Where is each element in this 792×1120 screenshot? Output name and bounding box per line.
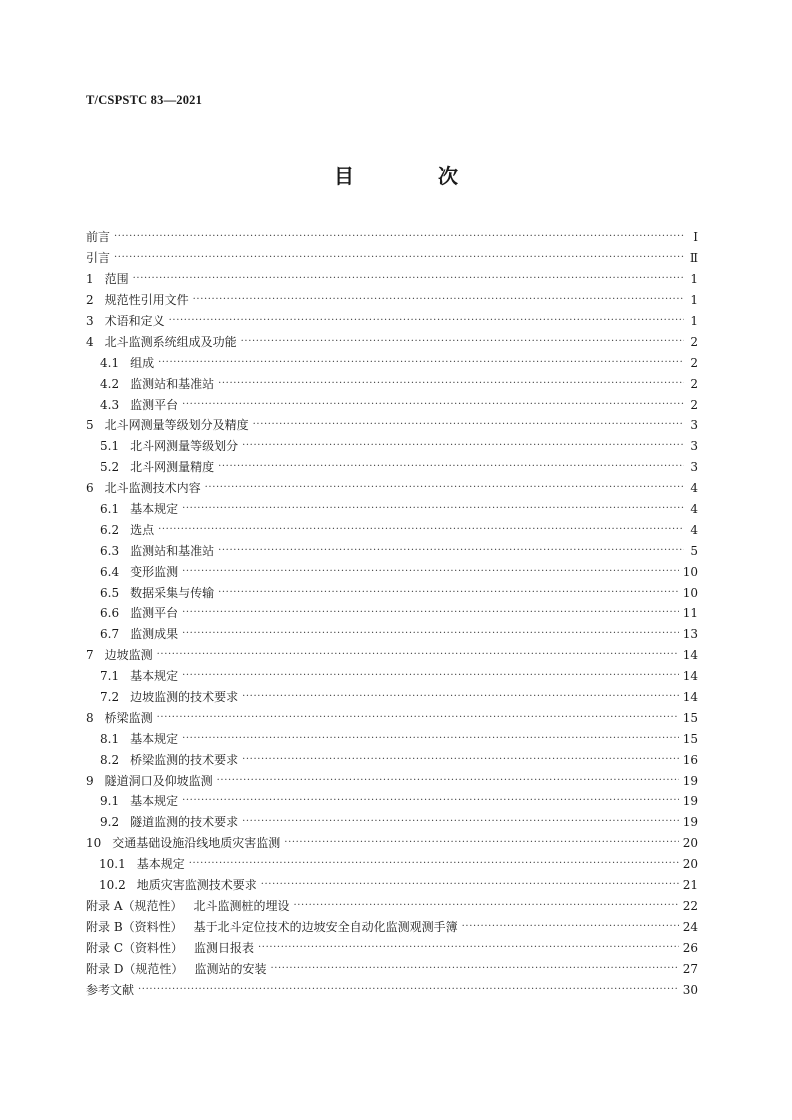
toc-entry-number: 附录 D（规范性） <box>86 961 184 976</box>
toc-entry-number: 6 <box>86 481 94 496</box>
toc-entry[interactable] <box>86 561 698 582</box>
toc-entry-label: 基本规定 <box>130 502 179 517</box>
toc-entry-number: 6.5 <box>100 585 120 600</box>
toc-entry-page: 1 <box>690 272 698 287</box>
dot-leader <box>182 794 679 808</box>
toc-entry-page: 4 <box>690 502 698 517</box>
toc-entry-number: 5.2 <box>100 460 120 475</box>
dot-leader <box>462 920 679 934</box>
dot-leader <box>205 481 684 495</box>
toc-entry-number: 7.2 <box>100 690 120 705</box>
toc-entry-label: 北斗监测桩的埋设 <box>193 898 290 913</box>
toc-entry-number: 7 <box>86 648 94 663</box>
toc-entry[interactable] <box>86 540 698 561</box>
toc-entry-label: 参考文献 <box>86 982 135 997</box>
toc-entry-number: 1 <box>86 272 94 287</box>
toc-entry-label: 监测站和基准站 <box>130 543 215 558</box>
toc-entry-number: 8 <box>86 710 94 725</box>
dot-leader <box>158 356 684 370</box>
toc-entry[interactable] <box>86 311 698 332</box>
toc-entry-page: 11 <box>682 606 698 621</box>
toc-entry[interactable] <box>86 812 698 833</box>
toc-entry-label: 监测平台 <box>130 606 179 621</box>
toc-entry-page: 30 <box>682 982 698 997</box>
toc-entry-page: 3 <box>690 460 698 475</box>
toc-entry-label: 北斗网测量精度 <box>130 460 215 475</box>
toc-entry-page: 14 <box>682 690 698 705</box>
toc-entry-label: 基于北斗定位技术的边坡安全自动化监测观测手簿 <box>193 919 458 934</box>
toc-entry-number: 附录 C（资料性） <box>86 940 183 955</box>
toc-entry-number: 6.6 <box>100 606 120 621</box>
toc-entry[interactable] <box>86 269 698 290</box>
toc-entry[interactable] <box>86 833 698 854</box>
toc-entry-number: 2 <box>86 293 94 308</box>
toc-entry[interactable] <box>86 645 698 666</box>
toc-entry-label: 数据采集与传输 <box>130 585 215 600</box>
toc-entry[interactable] <box>86 478 698 499</box>
toc-entry-page: 2 <box>690 334 698 349</box>
toc-entry-number: 9 <box>86 773 94 788</box>
toc-entry[interactable] <box>86 791 698 812</box>
toc-entry-page: 21 <box>682 878 698 893</box>
toc-entry-label: 范围 <box>104 272 129 287</box>
toc-entry-page: 14 <box>682 669 698 684</box>
toc-entry[interactable] <box>86 687 698 708</box>
dot-leader <box>253 418 684 432</box>
toc-entry-page: 3 <box>690 439 698 454</box>
toc-entry[interactable] <box>86 248 698 269</box>
toc-entry-page: 22 <box>682 898 698 913</box>
toc-entry-label: 隧道洞口及仰坡监测 <box>104 773 213 788</box>
toc-entry-label: 选点 <box>130 522 155 537</box>
toc-entry-label: 基本规定 <box>130 794 179 809</box>
toc-entry-page: 10 <box>682 564 698 579</box>
toc-entry-page: 20 <box>682 857 698 872</box>
toc-entry-page: 15 <box>682 731 698 746</box>
toc-entry-label: 桥梁监测的技术要求 <box>130 752 239 767</box>
toc-entry-number: 5.1 <box>100 439 120 454</box>
toc-entry-label: 基本规定 <box>130 669 179 684</box>
toc-entry-page: 10 <box>682 585 698 600</box>
dot-leader <box>133 272 684 286</box>
toc-entry[interactable] <box>86 666 698 687</box>
toc-entry-number: 6.7 <box>100 627 120 642</box>
toc-entry-number: 5 <box>86 418 94 433</box>
toc-entry[interactable] <box>86 770 698 791</box>
dot-leader <box>182 627 679 641</box>
toc-entry-page: 1 <box>690 293 698 308</box>
toc-entry-label: 监测平台 <box>130 397 179 412</box>
toc-entry-page: Ⅰ <box>693 230 698 245</box>
toc-entry-page: 14 <box>682 648 698 663</box>
dot-leader <box>138 983 679 997</box>
toc-entry[interactable] <box>86 624 698 645</box>
toc-entry-label: 监测站和基准站 <box>130 376 215 391</box>
toc-entry-number: 4.3 <box>100 397 120 412</box>
dot-leader <box>157 648 679 662</box>
toc-entry-page: 5 <box>690 543 698 558</box>
dot-leader <box>182 565 679 579</box>
toc-entry-page: 19 <box>682 794 698 809</box>
toc-entry-number: 10 <box>86 836 102 851</box>
toc-entry[interactable] <box>86 582 698 603</box>
standard-code: T/CSPSTC 83—2021 <box>86 93 203 107</box>
dot-leader <box>241 335 684 349</box>
toc-entry[interactable] <box>86 749 698 770</box>
dot-leader <box>218 586 679 600</box>
toc-entry[interactable] <box>86 373 698 394</box>
dot-leader <box>270 962 678 976</box>
toc-entry-page: 4 <box>690 522 698 537</box>
dot-leader <box>182 732 679 746</box>
toc-entry[interactable] <box>86 875 698 896</box>
dot-leader <box>182 606 679 620</box>
toc-entry-number: 8.2 <box>100 752 120 767</box>
dot-leader <box>242 439 684 453</box>
toc-entry-label: 北斗网测量等级划分 <box>130 439 239 454</box>
dot-leader <box>258 941 679 955</box>
dot-leader <box>114 230 684 244</box>
toc-entry-number: 附录 B（资料性） <box>86 919 183 934</box>
toc-entry[interactable] <box>86 499 698 520</box>
toc-entry-page: 2 <box>690 397 698 412</box>
toc-entry-number: 10.2 <box>99 878 126 893</box>
toc-entry-label: 规范性引用文件 <box>104 293 189 308</box>
toc-entry-number: 4.2 <box>100 376 120 391</box>
toc-entry-number: 6.4 <box>100 564 120 579</box>
toc-entry-label: 北斗监测技术内容 <box>104 481 201 496</box>
dot-leader <box>114 251 684 265</box>
toc-entry-number: 9.2 <box>100 815 120 830</box>
toc-entry-number: 3 <box>86 314 94 328</box>
toc-entry[interactable] <box>86 352 698 373</box>
toc-entry[interactable] <box>86 415 698 436</box>
toc-entry-label: 引言 <box>86 251 111 266</box>
toc-entry-number: 6.3 <box>100 543 120 558</box>
toc-entry-label: 变形监测 <box>130 564 179 579</box>
toc-entry-label: 地质灾害监测技术要求 <box>136 878 257 893</box>
toc-entry[interactable] <box>86 916 698 937</box>
toc-entry[interactable] <box>86 519 698 540</box>
toc-entry-page: 19 <box>682 773 698 788</box>
toc-entry-number: 7.1 <box>100 669 120 684</box>
dot-leader <box>182 502 684 516</box>
toc-entry[interactable] <box>86 331 698 352</box>
toc-entry-label: 桥梁监测 <box>104 710 153 725</box>
dot-leader <box>182 669 679 683</box>
dot-leader <box>242 690 679 704</box>
toc-entry-number: 6.2 <box>100 522 120 537</box>
toc-entry[interactable] <box>86 394 698 415</box>
toc-entry-page: 2 <box>690 376 698 391</box>
toc-entry[interactable] <box>86 958 698 979</box>
toc-entry-page: 20 <box>682 836 698 851</box>
dot-leader <box>158 523 684 537</box>
toc-entry-label: 边坡监测的技术要求 <box>130 690 239 705</box>
toc-entry[interactable] <box>86 979 698 1000</box>
toc-entry-page: 15 <box>682 710 698 725</box>
dot-leader <box>189 857 679 871</box>
toc-entry-label: 基本规定 <box>130 731 179 746</box>
toc-entry-number: 4.1 <box>100 355 120 370</box>
toc-entry-page: 24 <box>682 919 698 934</box>
toc-entry-number: 9.1 <box>100 794 120 809</box>
toc-entry[interactable] <box>86 227 698 248</box>
toc-entry-label: 北斗监测系统组成及功能 <box>104 334 237 349</box>
toc-entry-number: 8.1 <box>100 731 120 746</box>
toc-entry-number: 10.1 <box>99 857 126 872</box>
toc-entry[interactable] <box>86 707 698 728</box>
dot-leader <box>182 398 684 412</box>
toc-entry-label: 组成 <box>130 355 155 370</box>
dot-leader <box>193 293 684 307</box>
dot-leader <box>218 377 684 391</box>
toc-entry[interactable] <box>86 854 698 875</box>
toc-entry-number: 4 <box>86 334 94 349</box>
toc-entry-page: 3 <box>690 418 698 433</box>
toc-entry[interactable] <box>86 728 698 749</box>
dot-leader <box>218 460 684 474</box>
toc-entry-page: 19 <box>682 815 698 830</box>
dot-leader <box>169 314 684 328</box>
toc-entry-label: 隧道监测的技术要求 <box>130 815 239 830</box>
toc-entry-number: 6.1 <box>100 502 120 517</box>
dot-leader <box>261 878 679 892</box>
toc-entry[interactable] <box>86 436 698 457</box>
toc-entry-label: 边坡监测 <box>104 648 153 663</box>
dot-leader <box>284 836 678 850</box>
toc-entry-label: 前言 <box>86 230 111 245</box>
toc-entry-label: 交通基础设施沿线地质灾害监测 <box>112 836 281 851</box>
dot-leader <box>157 711 679 725</box>
toc-entry-page: 1 <box>690 314 698 328</box>
toc-entry[interactable] <box>86 937 698 958</box>
toc-entry-label: 监测日报表 <box>194 940 255 955</box>
toc-entry-label: 北斗网测量等级划分及精度 <box>104 418 249 433</box>
toc-entry[interactable] <box>86 603 698 624</box>
toc-entry-number: 附录 A（规范性） <box>86 898 183 913</box>
toc-entry-label: 术语和定义 <box>104 314 165 328</box>
dot-leader <box>217 774 679 788</box>
table-of-contents <box>86 227 698 1000</box>
toc-entry[interactable] <box>86 896 698 917</box>
toc-title: 目 次 <box>334 164 490 188</box>
toc-entry[interactable] <box>86 290 698 311</box>
dot-leader <box>242 753 679 767</box>
toc-entry-page: Ⅱ <box>689 251 698 266</box>
toc-entry-label: 基本规定 <box>136 857 185 872</box>
toc-entry-page: 2 <box>690 355 698 370</box>
toc-entry-page: 26 <box>682 940 698 955</box>
toc-entry-label: 监测成果 <box>130 627 179 642</box>
dot-leader <box>218 544 684 558</box>
dot-leader <box>294 899 679 913</box>
toc-entry-page: 27 <box>682 961 698 976</box>
toc-entry-page: 13 <box>682 627 698 642</box>
toc-entry-page: 16 <box>682 752 698 767</box>
dot-leader <box>242 815 679 829</box>
toc-entry-page: 4 <box>690 481 698 496</box>
toc-entry-label: 监测站的安装 <box>194 961 267 976</box>
toc-entry[interactable] <box>86 457 698 478</box>
